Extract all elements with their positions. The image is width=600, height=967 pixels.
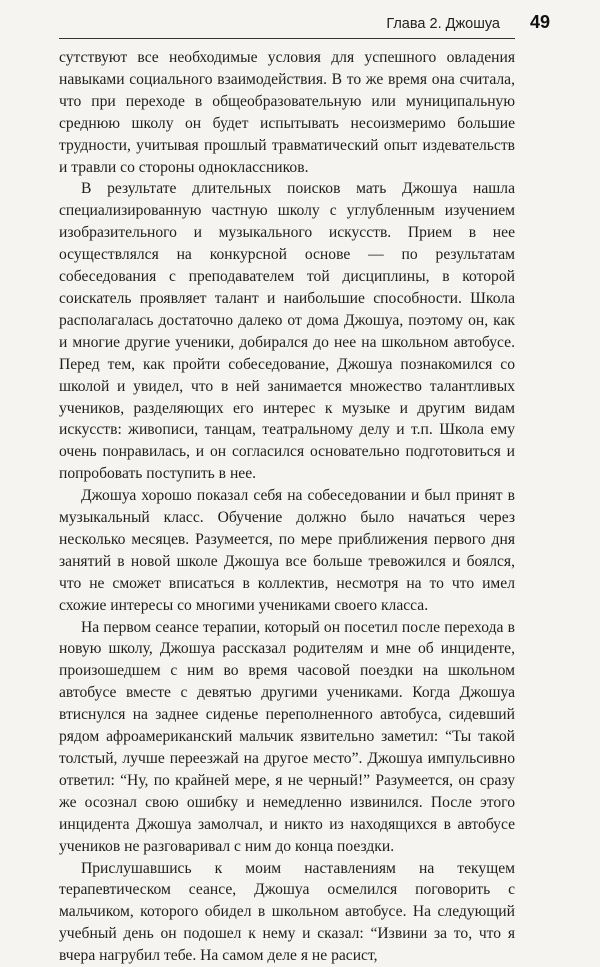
- paragraph: Прислушавшись к моим наставлениям на текущем терапевтическом сеансе, Джошуа осмелился поговорить с мальчиком, которого обидел в школьном автобусе. На следующий учебный день он подошел к нему и сказал: “Извини за то, что я вчера нагрубил тебе. На самом деле я не расист,: [59, 859, 515, 965]
- chapter-title: Глава 2. Джошуа: [386, 16, 500, 32]
- paragraph-continued: сутствуют все необходимые условия для успешного овладения навыками социального взаимодействия. В то же время она считала, что при переходе в общеобразовательную или муниципальную среднюю школу он будет испытывать несоизмеримо большие трудности, учитывая прошлый травматический опыт издевательств и травли со стороны одноклассников.: [59, 49, 515, 176]
- header-rule: [59, 38, 515, 39]
- paragraph: Джошуа хорошо показал себя на собеседовании и был принят в музыкальный класс. Обучение должно было начаться через несколько месяцев. Разумеется, по мере приближения первого дня занятий в новой школе Джошуа все больше тревожился и боялся, что не сможет вписаться в коллектив, несмотря на то что имел схожие интересы со многими учениками своего класса.: [59, 487, 515, 614]
- paragraph: На первом сеансе терапии, который он посетил после перехода в новую школу, Джошуа рассказал родителям и мне об инциденте, произошедшем с ним во время часовой поездки на школьном автобусе вместе с девятью другими учениками. Когда Джошуа втиснулся на заднее сиденье переполненного автобуса, сидевший рядом афроамериканский мальчик язвительно заметил: “Ты такой толстый, лучше переезжай на другое место”. Джошуа импульсивно ответил: “Ну, по крайней мере, я не черный!” Разумеется, он сразу же осознал свою ошибку и немедленно извинился. После этого инцидента Джошуа замолчал, и никто из находящихся в автобусе учеников не разговаривал с ним до конца поездки.: [59, 618, 515, 855]
- page-header: [0, 0, 600, 40]
- text-body: [59, 47, 515, 967]
- paragraph: В результате длительных поисков мать Джошуа нашла специализированную частную школу с углубленным изучением изобразительного и музыкального искусств. Прием в нее осуществлялся на конкурсной основе — по результатам собеседования с преподавателем той дисциплины, в которой соискатель проявляет талант и наибольшие способности. Школа располагалась достаточно далеко от дома Джошуа, поэтому он, как и многие другие ученики, добирался до нее на школьном автобусе. Перед тем, как пройти собеседование, Джошуа познакомился со школой и увидел, что в ней занимается множество талантливых учеников, разделяющих его интерес к музыке и другим видам искусств: живописи, танцам, театральному делу и т.п. Школа ему очень понравилась, и он согласился основательно подготовиться и попробовать поступить в нее.: [59, 180, 515, 483]
- page-number: 49: [529, 12, 550, 32]
